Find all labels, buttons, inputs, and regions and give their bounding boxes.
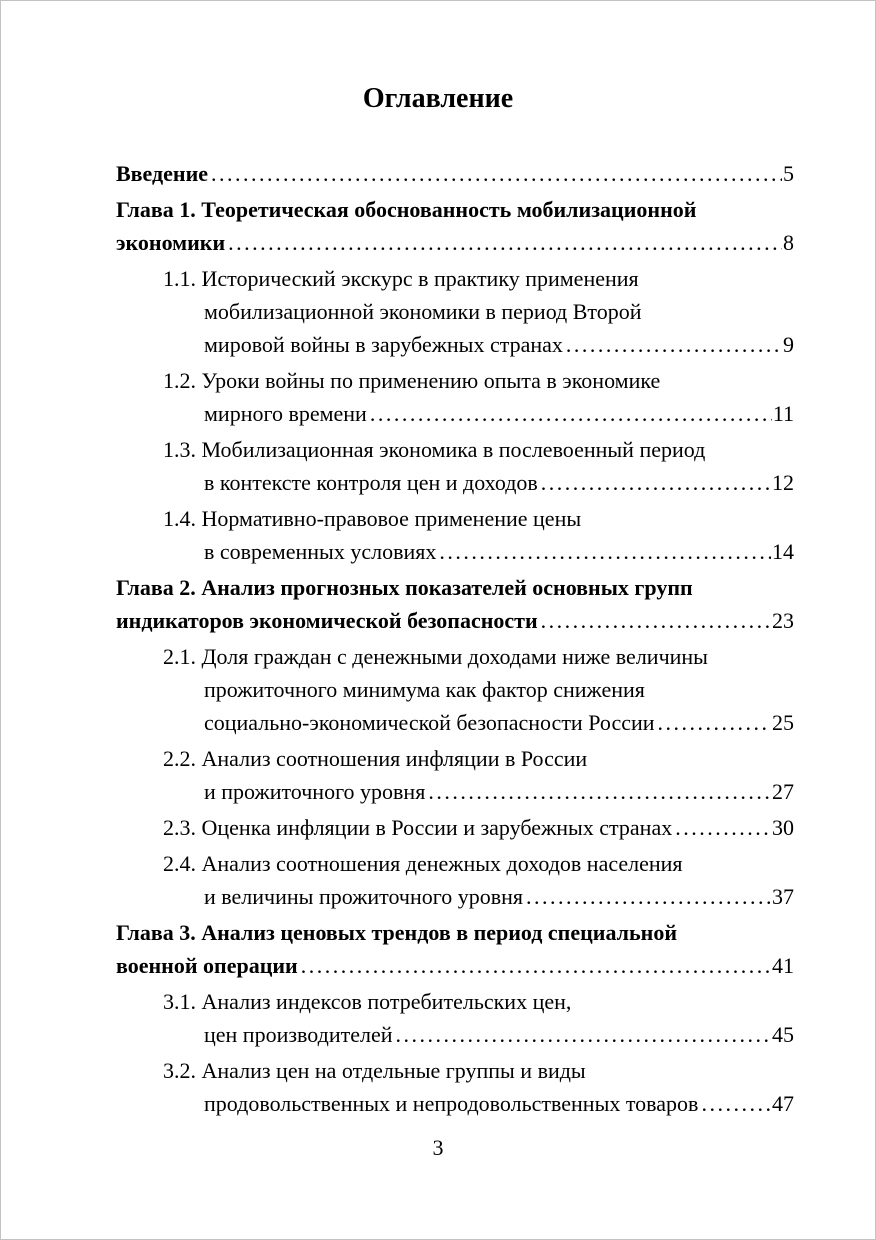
- toc-entry-pagenum: 11: [772, 401, 794, 426]
- toc-entry-line: [116, 364, 794, 397]
- toc-entry-line: [116, 502, 794, 535]
- toc-entry-line: [116, 811, 794, 844]
- toc-entry-line: [116, 880, 794, 913]
- toc-entry-text: 2.4. Анализ соотношения денежных доходов населения: [163, 851, 683, 876]
- toc-entry-text: 1.4. Нормативно-правовое применение цены: [163, 506, 582, 531]
- toc-entry: [116, 157, 794, 190]
- toc-entry-line: [116, 1087, 794, 1120]
- toc-entry-text: 2.2. Анализ соотношения инфляции в России: [163, 746, 588, 771]
- toc-entry-line: [116, 295, 794, 328]
- toc-entry: [116, 847, 794, 913]
- toc-entry-text: в контексте контроля цен и доходов: [204, 470, 538, 495]
- toc-entry-line: [116, 1054, 794, 1087]
- toc-entry-line: [116, 535, 794, 568]
- dot-leader: [370, 397, 772, 430]
- toc-entry-text: мобилизационной экономики в период Второй: [204, 299, 642, 324]
- toc-entry-text: Глава 1. Теоретическая обоснованность мобилизационной: [116, 197, 697, 222]
- toc-entry-text: и величины прожиточного уровня: [204, 884, 523, 909]
- toc-entry-text: экономики: [116, 230, 226, 255]
- toc-entry-text: 1.3. Мобилизационная экономика в послевоенный период: [163, 437, 706, 462]
- toc-entry-line: [116, 706, 794, 739]
- dot-leader: [658, 706, 771, 739]
- toc-entry-text: 1.2. Уроки войны по применению опыта в экономике: [163, 368, 661, 393]
- toc-entry-line: [116, 328, 794, 361]
- toc-entry-line: [116, 847, 794, 880]
- toc-entry-text: 3.2. Анализ цен на отдельные группы и виды: [163, 1058, 586, 1083]
- toc-entry-line: [116, 433, 794, 466]
- toc-entry: [116, 640, 794, 739]
- dot-leader: [439, 535, 771, 568]
- toc-entry-text: социально-экономической безопасности России: [204, 710, 655, 735]
- toc-entry-text: мировой войны в зарубежных странах: [204, 332, 563, 357]
- toc-entry-text: Глава 2. Анализ прогнозных показателей основных групп: [116, 575, 693, 600]
- toc-entry-pagenum: 41: [772, 953, 794, 978]
- toc-entry-pagenum: 12: [772, 470, 794, 495]
- toc-entry: [116, 262, 794, 361]
- toc-entry-line: [116, 262, 794, 295]
- toc-entry-text: цен производителей: [204, 1022, 393, 1047]
- toc-entry-line: [116, 157, 794, 190]
- toc-entry-text: прожиточного минимума как фактор снижения: [204, 677, 645, 702]
- toc-entry-line: [116, 916, 794, 949]
- toc-entry: [116, 433, 794, 499]
- dot-leader: [675, 811, 771, 844]
- toc-entry: [116, 571, 794, 637]
- toc-entry-line: [116, 673, 794, 706]
- page-number: 3: [432, 1135, 444, 1160]
- toc-entry-line: [116, 226, 794, 259]
- toc-entry-line: [116, 193, 794, 226]
- toc-entry-text: 3.1. Анализ индексов потребительских цен,: [163, 989, 572, 1014]
- toc-entry-text: 1.1. Исторический экскурс в практику применения: [163, 266, 639, 291]
- dot-leader: [526, 880, 771, 913]
- toc-entry-pagenum: 27: [772, 779, 794, 804]
- toc-entry-line: [116, 775, 794, 808]
- toc-entry-text: Глава 3. Анализ ценовых трендов в период специальной: [116, 920, 677, 945]
- toc-entry-line: [116, 571, 794, 604]
- dot-leader: [301, 949, 771, 982]
- toc-entry: [116, 1054, 794, 1120]
- toc-entry-text: 2.3. Оценка инфляции в России и зарубежных странах: [163, 815, 673, 840]
- toc-entry: [116, 502, 794, 568]
- toc-entry-pagenum: 30: [772, 815, 794, 840]
- toc-entry: [116, 742, 794, 808]
- dot-leader: [228, 226, 782, 259]
- toc-entry: [116, 916, 794, 982]
- toc-entry-text: продовольственных и непродовольственных товаров: [204, 1091, 699, 1116]
- dot-leader: [566, 328, 782, 361]
- dot-leader: [211, 157, 782, 190]
- toc-entry-pagenum: 37: [772, 884, 794, 909]
- toc-entry-text: 2.1. Доля граждан с денежными доходами ниже величины: [163, 644, 708, 669]
- table-of-contents: [116, 157, 794, 1120]
- toc-entry-line: [116, 742, 794, 775]
- toc-entry: [116, 985, 794, 1051]
- toc-entry: [116, 193, 794, 259]
- toc-entry-pagenum: 23: [772, 608, 794, 633]
- toc-entry: [116, 811, 794, 844]
- dot-leader: [541, 466, 771, 499]
- dot-leader: [541, 604, 771, 637]
- toc-entry-line: [116, 985, 794, 1018]
- dot-leader: [428, 775, 771, 808]
- toc-entry-line: [116, 640, 794, 673]
- toc-entry-line: [116, 604, 794, 637]
- toc-entry-pagenum: 5: [783, 161, 794, 186]
- toc-entry-pagenum: 14: [772, 539, 794, 564]
- toc-entry-line: [116, 466, 794, 499]
- toc-entry-text: и прожиточного уровня: [204, 779, 426, 804]
- toc-entry-text: в современных условиях: [204, 539, 437, 564]
- toc-entry-text: индикаторов экономической безопасности: [116, 608, 538, 633]
- toc-entry-text: мирного времени: [204, 401, 367, 426]
- toc-entry-text: Введение: [116, 161, 209, 186]
- toc-entry-pagenum: 9: [783, 332, 794, 357]
- toc-entry-line: [116, 397, 794, 430]
- toc-entry-pagenum: 47: [772, 1091, 794, 1116]
- toc-entry-text: военной операции: [116, 953, 298, 978]
- page-title: Оглавление: [362, 83, 514, 114]
- toc-entry-pagenum: 45: [772, 1022, 794, 1047]
- dot-leader: [701, 1087, 771, 1120]
- toc-entry-line: [116, 1018, 794, 1051]
- toc-entry: [116, 364, 794, 430]
- toc-entry-line: [116, 949, 794, 982]
- toc-entry-pagenum: 8: [783, 230, 794, 255]
- toc-entry-pagenum: 25: [772, 710, 794, 735]
- dot-leader: [396, 1018, 771, 1051]
